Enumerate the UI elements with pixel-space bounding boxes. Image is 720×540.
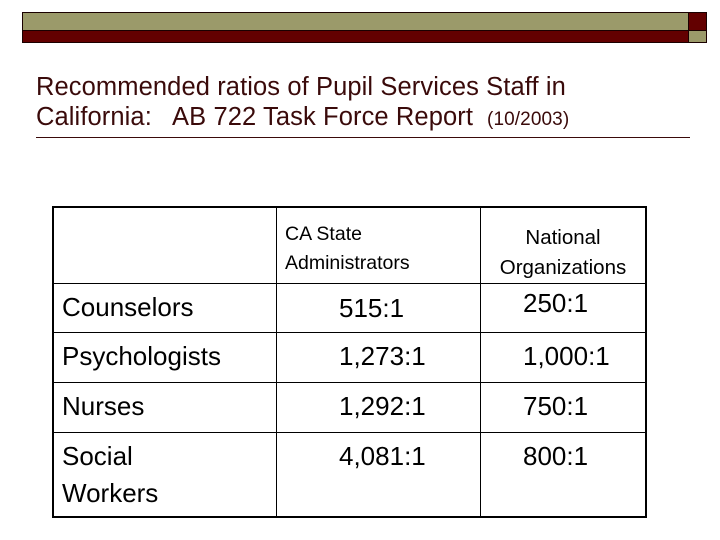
national-ratio: 250:1 — [523, 288, 589, 318]
role-label-line1: Social — [62, 441, 133, 471]
table-row — [53, 383, 646, 433]
header-cell-ca-state — [277, 207, 481, 284]
header-national-label — [481, 208, 645, 283]
title-line-2 — [36, 102, 696, 135]
national-cell — [481, 383, 647, 433]
table-row — [53, 284, 646, 333]
national-ratio: 800:1 — [523, 441, 589, 471]
ca-state-ratio: 1,273:1 — [339, 341, 426, 371]
corner-square-maroon — [688, 12, 707, 30]
header-ca-state-line2: Administrators — [285, 252, 410, 274]
role-label-line2: Workers — [62, 478, 159, 508]
national-ratio: 750:1 — [523, 391, 589, 421]
header-national-line2: Organizations — [499, 256, 627, 279]
title-underline — [36, 137, 690, 138]
ca-state-cell — [277, 433, 481, 518]
header-bar-olive — [22, 12, 689, 30]
role-label — [54, 433, 276, 512]
header-national-line1: National — [525, 226, 601, 249]
slide-title — [36, 72, 696, 135]
ca-state-ratio: 4,081:1 — [339, 441, 426, 471]
ca-state-cell — [277, 383, 481, 433]
role-cell — [53, 284, 277, 333]
national-cell — [481, 433, 647, 518]
ca-state-cell — [277, 284, 481, 333]
title-line-1: Recommended ratios of Pupil Services Staff in — [36, 73, 566, 101]
role-label: Counselors — [62, 292, 194, 322]
header-cell-national — [481, 207, 647, 284]
title-line-2-text: California: AB 722 Task Force Report — [36, 103, 474, 131]
header-cell-empty — [53, 207, 277, 284]
national-ratio: 1,000:1 — [523, 341, 610, 371]
national-cell — [481, 284, 647, 333]
header-bar-maroon — [22, 30, 689, 43]
ratios-table — [52, 206, 647, 518]
ca-state-ratio: 1,292:1 — [339, 391, 426, 421]
role-label: Nurses — [62, 391, 145, 421]
role-cell — [53, 333, 277, 383]
role-cell — [53, 433, 277, 518]
title-date: (10/2003) — [487, 109, 570, 130]
header-ca-state-line1: CA State — [285, 223, 362, 245]
header-ca-state-label — [277, 208, 480, 278]
role-label: Psychologists — [62, 341, 221, 371]
table-row — [53, 433, 646, 518]
role-cell — [53, 383, 277, 433]
corner-square-olive — [688, 30, 707, 43]
ca-state-cell — [277, 333, 481, 383]
ca-state-ratio: 515:1 — [339, 293, 405, 323]
table-row — [53, 333, 646, 383]
national-cell — [481, 333, 647, 383]
table-header-row — [53, 207, 646, 284]
